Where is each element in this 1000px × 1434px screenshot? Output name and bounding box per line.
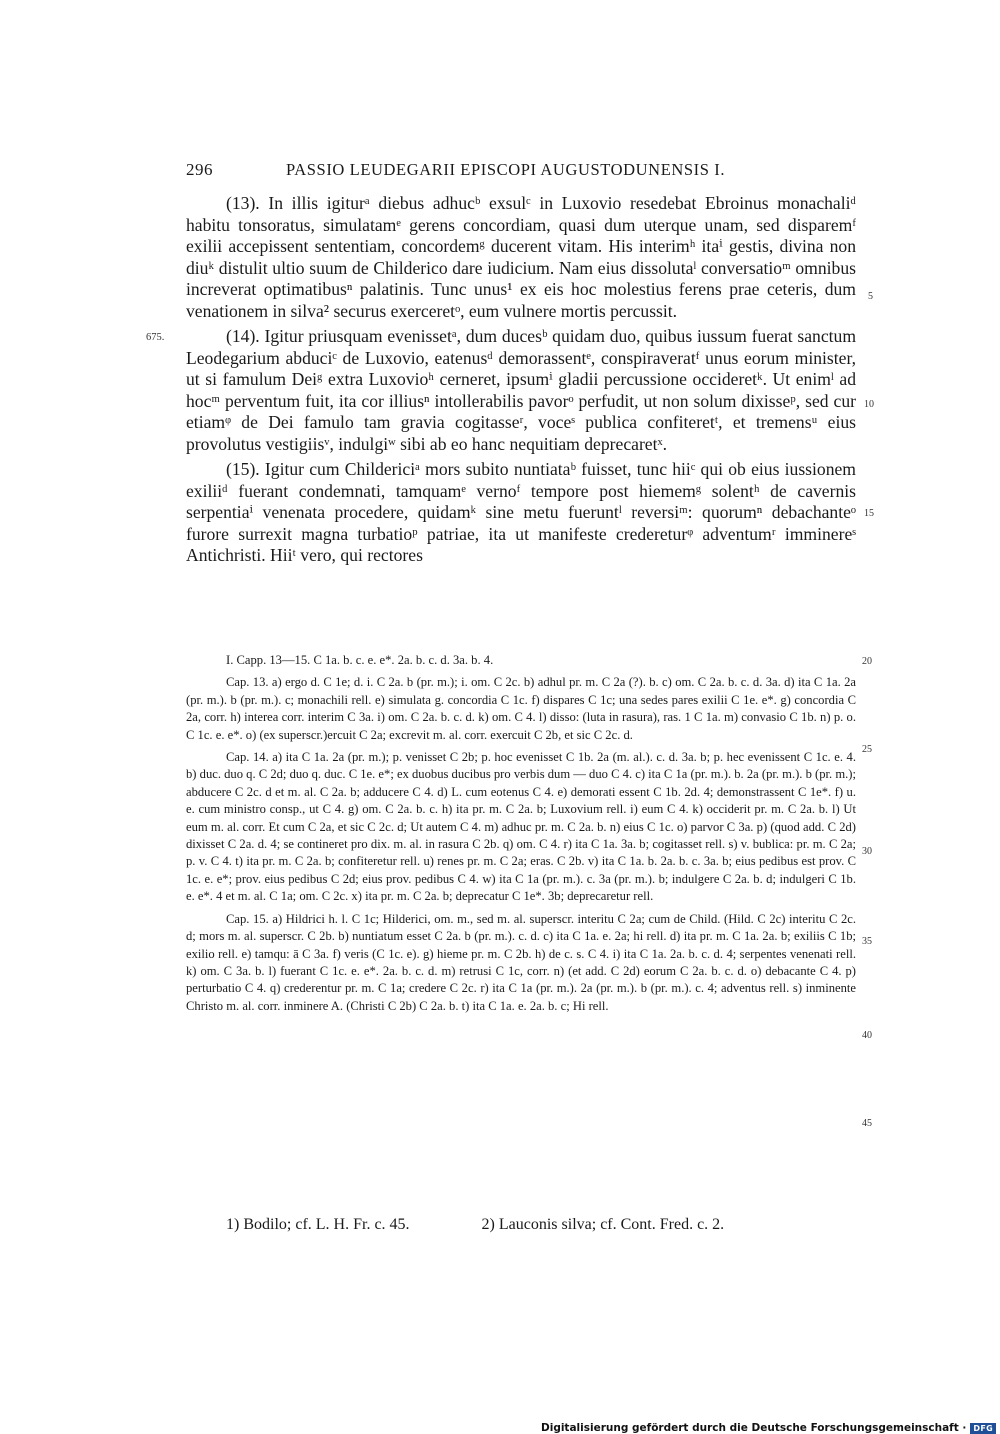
- apparatus-cap15: Cap. 15. a) Hildrici h. l. C 1c; Hilderici, om. m., sed m. al. superscr. interitu C 2a; cum de Child. (Hild. C 2c) interitu C 2c. d; mors m. al. superscr. C 2b. b) nuntiatum esset C 2a. b (pr. m.). c. d. c) ita C 1a. e. 2a; hi rell. d) ita pr. m. C 1a. 2a. b; exiliis C 1b; exilio rell. e) tamqu: ā C 3a. f) veris (C 1c. e). g) hieme pr. m. C 2b. h) de c. s. C 4. i) ita C 1a. 2a. b. c. d. 4; serpentes venenati rell. k) om. C 3a. b. l) fuerant C 1c. e. e*. 2a. b. c. d. m) retrusi C 1c, corr. n) (et add. C 2d) eorum C 2a. b. c. d. o) debacante C 4. p) perturbatio C 4. q) crederentur pr. m. C 1a; credere C 2c. r) ita C 1a (pr. m.). 2a (pr. m.). b (pr. m.). c. 4; adventus rell. s) inminente Christo m. al. corr. inminere A. (Christi C 2b) C 2a. b. t) ita C 1a. e. 2a. b. c; Hi rell.: [186, 911, 856, 1013]
- line-number-35: 35: [862, 936, 872, 947]
- line-number-45: 45: [862, 1118, 872, 1129]
- footnote-2: 2) Lauconis silva; cf. Cont. Fred. c. 2.: [481, 1216, 725, 1233]
- line-number-30: 30: [862, 846, 872, 857]
- apparatus-cap14: Cap. 14. a) ita C 1a. 2a (pr. m.); p. venisset C 2b; p. hoc evenisset C 1b. 2a (m. al.). c. d. 3a. b; p. hec evenissent C 1c. e. 4. b) duc. duo q. C 2d; duo q. duc. C 1e. e*; ex duobus ducibus pro verbis dum — duo C 4. c) ita C 1a (pr. m.). b. 2a (pr. m.). b (pr. m.); abducere C 2c. d et m. al. C 2a. b; adducere C 4. d) L. cum eotenus C 4. e) demorati essent C 1b. 2d. 4; demonstrassent C 1e*. f) u. e. cum ministro consp., ut C 4. g) om. C 2a. b. c. h) ita pr. m. C 2a. b; Luxovium rell. i) eum C 4. k) occiderit pr. m. C 2a. b. l) Ut eum m. al. corr. Et cum C 2a, et sic C 2c. d; Ut autem C 4. m) adhuc pr. m. C 2a. b. n) eius C 1c. o) parvor C 3a. p) (quod add. C 2d) dixisset C 2a. d. 4; se contineret pro dix. m. al. in rasura C 2b. q) om. C 4. r) ita C 1a. 3a. b; cogitasset rell. s) v. bublica: pr. m. C 2a; p. v. C 4. t) ita pr. m. C 2a. b; confiteretur rell. u) renes pr. m. C 2a; eras. C 2b. v) ita C 1a. b. 2a. b. c. 3a. b; eius pedibus est prov. C 1c. e. e*; prov. eius pedibus C 2d; eius prov. pedibus C 4. w) ita C 1a (pr. m.). c. 3a (pr. m.). b; indulgere C 2a. b. d; indulgeri C 1b. e. e*. 4 et m. al. C 1a; om. C 2c. x) ita pr. m. C 2a. b; deprecatur C 1e*. 3b; deprecaretur rell.: [186, 750, 856, 904]
- line-number-10: 10: [864, 399, 874, 410]
- main-text: [186, 193, 856, 571]
- apparatus-cap13: Cap. 13. a) ergo d. C 1e; d. i. C 2a. b (pr. m.); i. om. C 2c. b) adhul pr. m. C 2a (?). b. c) om. C 2a. b. c. d. 3a. d) ita C 1a. 2a (pr. m.). b (pr. m.). c; monachili rell. e) simulata g. concordia C 1c. f) dispares C 1c; una sedes pares exilii C 1e. e*. g) concordia C 2a, corr. h) interea corr. interim C 3a. i) om. C 2a. b. c. d. k) om. C 4. l) disso: (luta in rasura), ras. 1 C 1a. m) convasio C 1b. n) p. o. C 1c. e. e*. o) (ex superscr.)ercuit C 2a; excrevit m. al. corr. exercuit C 2b, et sic C 2c. d.: [186, 675, 856, 742]
- line-number-5: 5: [868, 291, 873, 302]
- paragraph-13: (13). In illis igiturᵃ diebus adhucᵇ exsulᶜ in Luxovio resedebat Ebroinus monachaliᵈ habitu tonsoratus, simulatamᵉ gerens concordiam, quasi dum uterque unam, sed disparemᶠ exilii accepissent sententiam, concordemᵍ ducerent vitam. His interimʰ itaⁱ gestis, divina non diuᵏ distulit ultio suum de Childerico dare iudicium. Nam eius dissolutaˡ conversatioᵐ omnibus increverat optimatibusⁿ palatinis. Tunc unus¹ ex eis hoc molestius ferens prae ceteris, dum venationem in silva² securus exerceretᵒ, eum vulnere mortis percussit.: [186, 193, 856, 321]
- page-header: [186, 160, 856, 184]
- line-number-20: 20: [862, 656, 872, 667]
- apparatus-sources: I. Capp. 13—15. C 1a. b. c. e. e*. 2a. b. c. d. 3a. b. 4.: [226, 653, 494, 667]
- dfg-logo-icon: DFG: [970, 1423, 996, 1434]
- line-number-40: 40: [862, 1030, 872, 1041]
- footnotes: [186, 1216, 856, 1234]
- footnote-1: 1) Bodilo; cf. L. H. Fr. c. 45.: [226, 1216, 410, 1233]
- paragraph-14: (14). Igitur priusquam evenissetᵃ, dum ducesᵇ quidam duo, quibus iussum fuerat sanctum Leodegarium abduciᶜ de Luxovio, eatenusᵈ demorassentᵉ, conspiraveratᶠ unus eorum minister, ut si famulum Deiᵍ extra Luxovioʰ cerneret, ipsumⁱ gladii percussione occideretᵏ. Ut enimˡ ad hocᵐ perventum fuit, ita cor illiusⁿ intollerabilis pavorᵒ perfudit, ut non solum dixisseᵖ, sed cur etiamᵠ de Dei famulo tam gravia cogitasseʳ, voceˢ publica confiteretᵗ, et tremensᵘ eius provolutus vestigiisᵛ, indulgiʷ sibi ab eo hanc nequitiam deprecaretˣ.: [186, 326, 856, 454]
- digitization-credit: [541, 1422, 996, 1434]
- paragraph-15: (15). Igitur cum Childericiᵃ mors subito nuntiataᵇ fuisset, tunc hiiᶜ qui ob eius iussionem exiliiᵈ fuerant condemnati, tamquamᵉ vernoᶠ tempore post hiememᵍ solentʰ de cavernis serpentiaⁱ venenata procedere, quidamᵏ sine metu fueruntˡ reversiᵐ: quorumⁿ debachanteᵒ furore surrexit magna turbatioᵖ patriae, ita ut manifeste credereturᵠ adventumʳ imminereˢ Antichristi. Hiiᵗ vero, qui rectores: [186, 459, 856, 565]
- year-margin-note: 675.: [146, 332, 165, 343]
- credit-text: Digitalisierung gefördert durch die Deutsche Forschungsgemeinschaft ·: [541, 1422, 967, 1434]
- line-number-15: 15: [864, 508, 874, 519]
- line-number-25: 25: [862, 744, 872, 755]
- running-title: PASSIO LEUDEGARII EPISCOPI AUGUSTODUNENSIS I.: [286, 160, 726, 179]
- page-number: 296: [186, 160, 213, 179]
- critical-apparatus: [186, 652, 856, 1020]
